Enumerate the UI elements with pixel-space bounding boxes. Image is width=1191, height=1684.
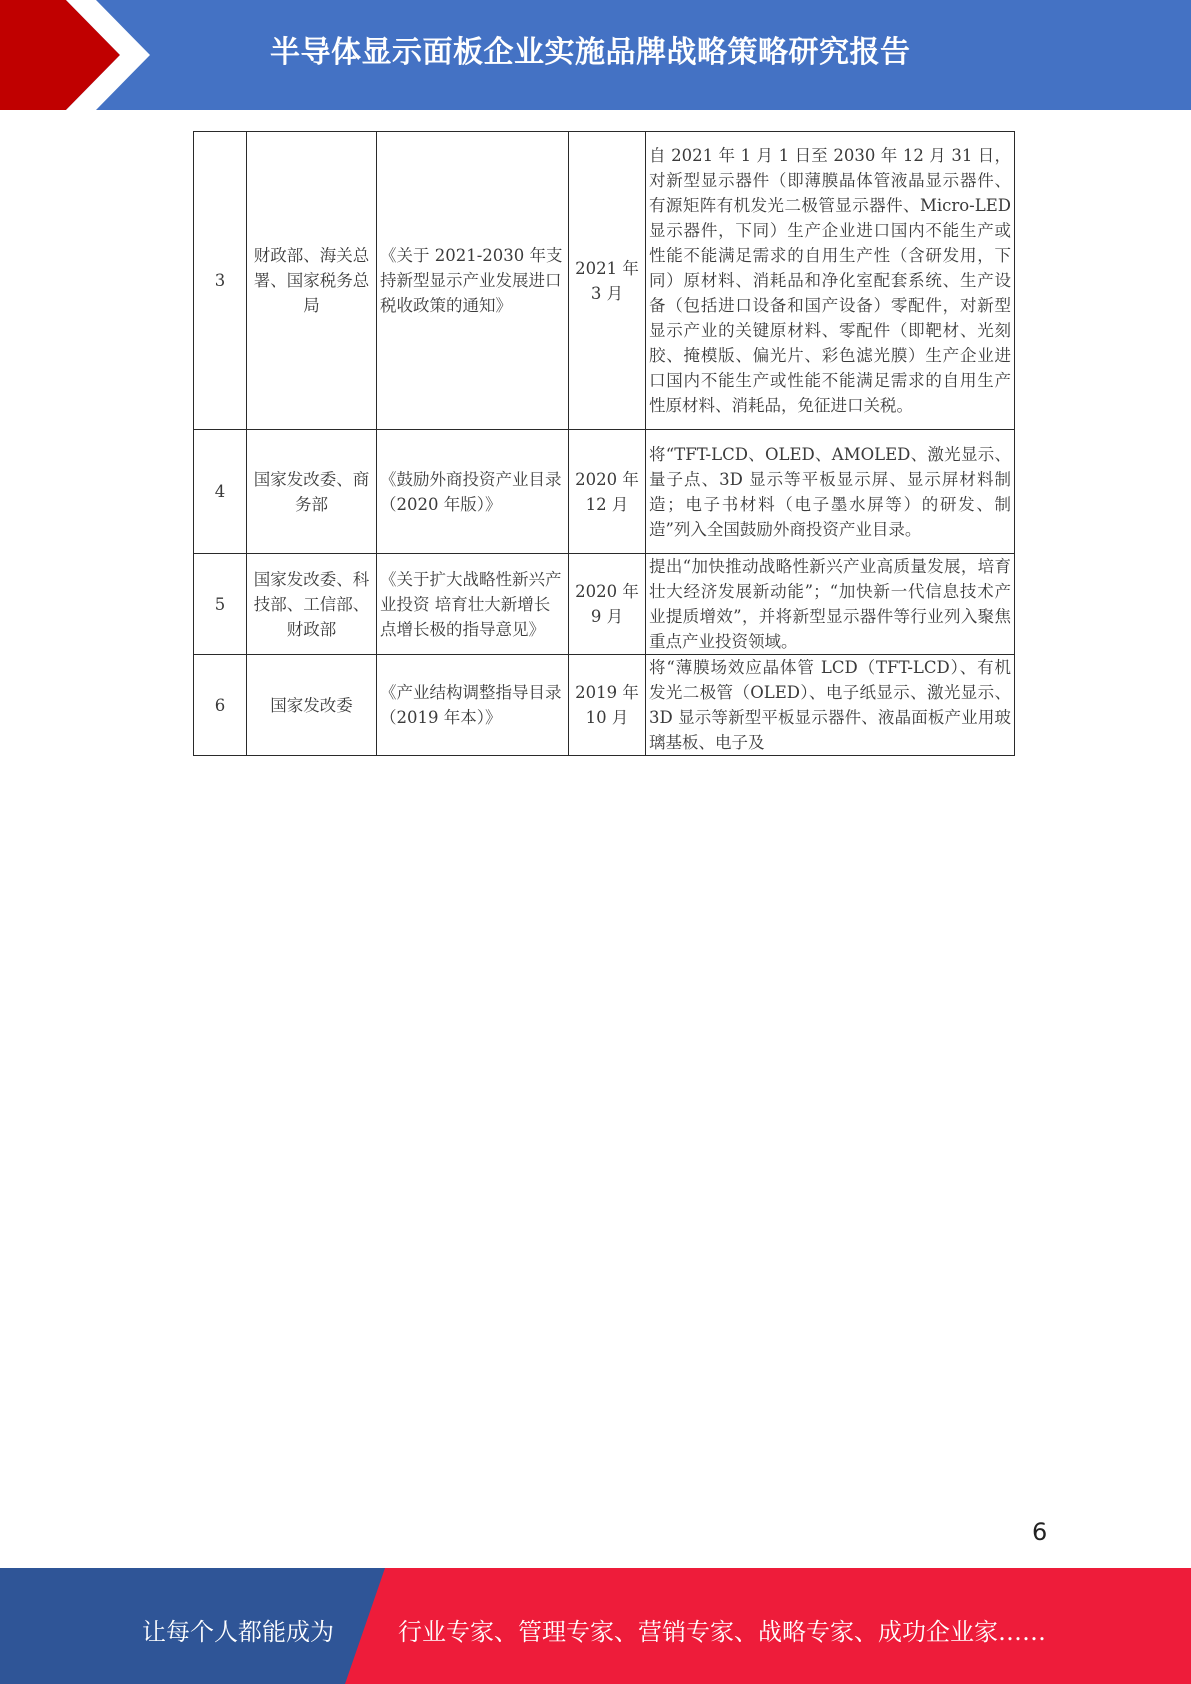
row-number: 6 (194, 655, 247, 756)
policy-document: 《鼓励外商投资产业目录（2020 年版）》 (377, 430, 569, 554)
policy-content: 提出“加快推动战略性新兴产业高质量发展，培育壮大经济发展新动能”；“加快新一代信息技术产业提质增效”，并将新型显示器件等行业列入聚焦重点产业投资领域。 (646, 554, 1015, 655)
row-number: 3 (194, 132, 247, 430)
page-number: 6 (1032, 1518, 1048, 1546)
footer-slogan-right: 行业专家、管理专家、营销专家、战略专家、成功企业家…… (398, 1618, 1046, 1646)
table-row (194, 430, 1015, 554)
issue-date: 2019 年 10 月 (569, 655, 646, 756)
policy-document: 《关于扩大战略性新兴产业投资 培育壮大新增长点增长极的指导意见》 (377, 554, 569, 655)
table-row (194, 554, 1015, 655)
issue-date: 2021 年 3 月 (569, 132, 646, 430)
table-row (194, 132, 1015, 430)
policy-content: 将“薄膜场效应晶体管 LCD（TFT-LCD）、有机发光二极管（OLED）、电子纸显示、激光显示、3D 显示等新型平板显示器件、液晶面板产业用玻璃基板、电子及 (646, 655, 1015, 756)
policy-document: 《产业结构调整指导目录（2019 年本）》 (377, 655, 569, 756)
table-row (194, 655, 1015, 756)
issuing-department: 国家发改委 (247, 655, 377, 756)
policy-content: 将“TFT-LCD、OLED、AMOLED、激光显示、量子点、3D 显示等平板显示屏、显示屏材料制造；电子书材料（电子墨水屏等）的研发、制造”列入全国鼓励外商投资产业目录。 (646, 430, 1015, 554)
row-number: 5 (194, 554, 247, 655)
footer-slogan-left: 让每个人都能成为 (142, 1618, 334, 1646)
report-header (0, 0, 1191, 110)
policy-table-container (193, 131, 1014, 750)
policy-content: 自 2021 年 1 月 1 日至 2030 年 12 月 31 日，对新型显示器件（即薄膜晶体管液晶显示器件、有源矩阵有机发光二极管显示器件、Micro-LED 显示器件，下同）生产企业进口国内不能生产或性能不能满足需求的自用生产性（含研发用，下同）原材料、消耗品和净化室配套系统、生产设备（包括进口设备和国产设备）零配件，对新型显示产业的关键原材料、零配件（即靶材、光刻胶、掩模版、偏光片、彩色滤光膜）生产企业进口国内不能生产或性能不能满足需求的自用生产性原材料、消耗品，免征进口关税。 (646, 132, 1015, 430)
issuing-department: 国家发改委、商务部 (247, 430, 377, 554)
policy-document: 《关于 2021-2030 年支持新型显示产业发展进口税收政策的通知》 (377, 132, 569, 430)
report-title: 半导体显示面板企业实施品牌战略策略研究报告 (270, 35, 911, 70)
issue-date: 2020 年 12 月 (569, 430, 646, 554)
issuing-department: 财政部、海关总署、国家税务总局 (247, 132, 377, 430)
issuing-department: 国家发改委、科技部、工信部、财政部 (247, 554, 377, 655)
row-number: 4 (194, 430, 247, 554)
report-footer (0, 1568, 1191, 1684)
issue-date: 2020 年 9 月 (569, 554, 646, 655)
policy-table (193, 131, 1015, 756)
